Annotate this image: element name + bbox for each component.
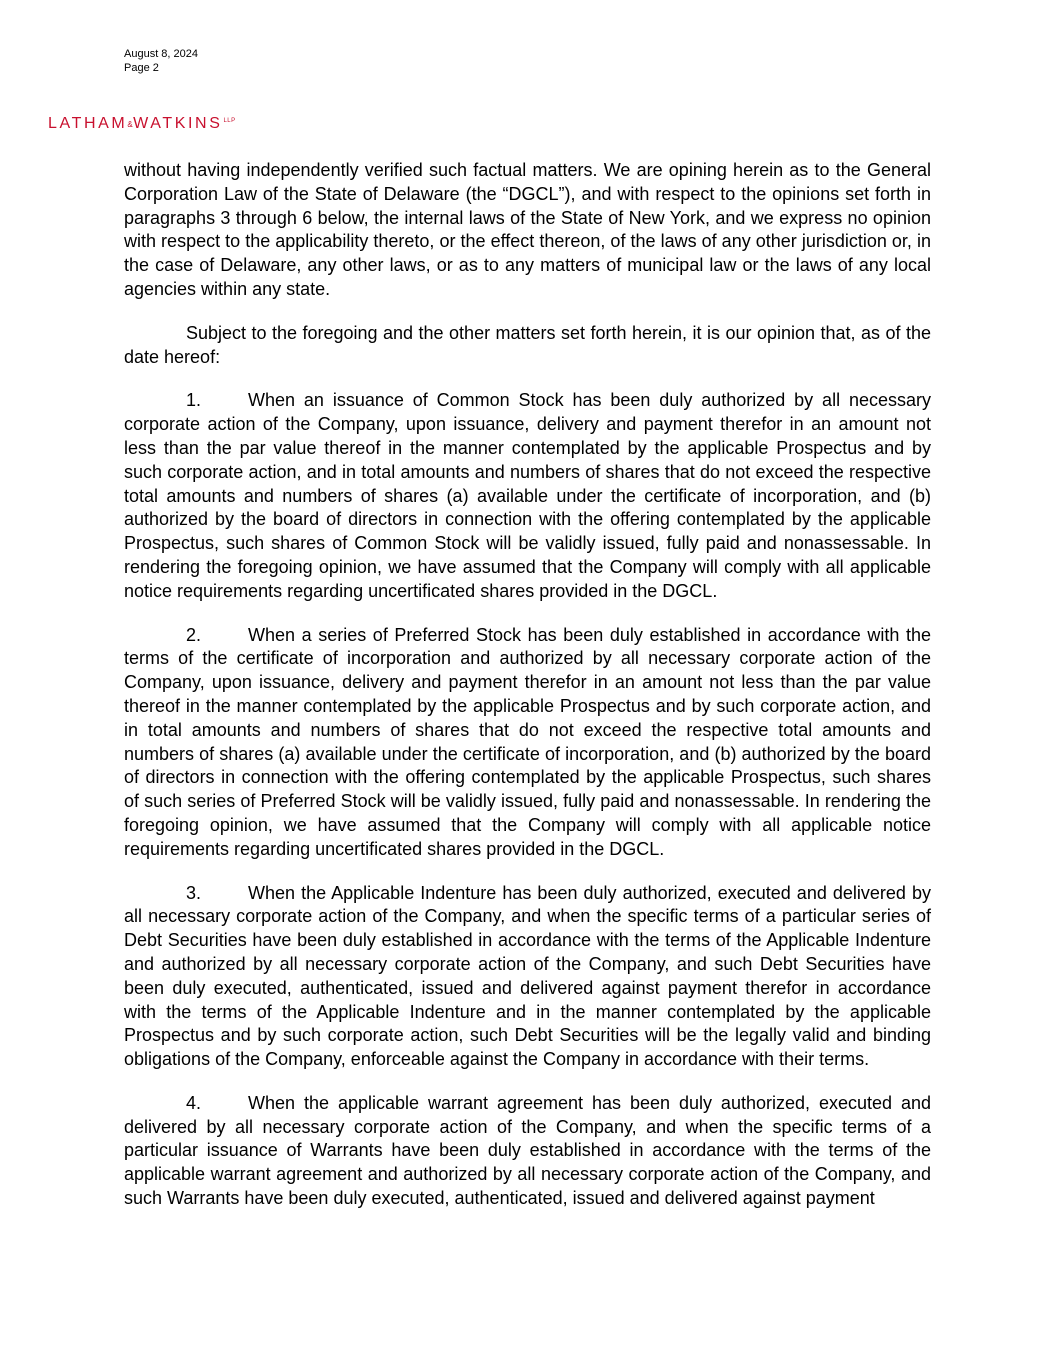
letter-body — [124, 159, 931, 1231]
opinion-item-2 — [124, 624, 931, 862]
item-number: 1. — [186, 390, 202, 411]
logo-name-part2: WATKINS — [133, 115, 223, 132]
logo-name-part1: LATHAM — [48, 115, 128, 132]
logo-ampersand: & — [127, 120, 134, 129]
firm-logo — [48, 111, 236, 135]
item-text: When a series of Preferred Stock has been duly established in accordance with the terms of the certificate of incorporation and authorized by all necessary corporate action of the Company, upon issuance, delivery and payment therefor in an amount not less than the par value thereof in the manner contemplated by the applicable Prospectus and by such corporate action, and in total amounts and numbers of shares that do not exceed the respective total amounts and numbers of shares (a) available under the certificate of incorporation, and (b) authorized by the board of directors in connection with the offering contemplated by the applicable Prospectus, such shares of such series of Preferred Stock will be validly issued, fully paid and nonassessable. In rendering the foregoing opinion, we have assumed that the Company will comply with all applicable notice requirements regarding uncertificated shares provided in the DGCL. — [124, 624, 931, 859]
item-number: 4. — [186, 1092, 202, 1113]
page-number: Page 2 — [124, 62, 159, 74]
page-header — [124, 47, 198, 75]
item-number: 2. — [186, 624, 202, 645]
opinion-item-3 — [124, 882, 931, 1072]
subject-paragraph: Subject to the foregoing and the other matters set forth herein, it is our opinion that, as of the date hereof: — [124, 322, 931, 367]
item-number: 3. — [186, 882, 202, 903]
opinion-item-4 — [124, 1092, 931, 1211]
logo-suffix: LLP — [223, 118, 236, 124]
item-text: When an issuance of Common Stock has been duly authorized by all necessary corporate action of the Company, upon issuance, delivery and payment therefor in an amount not less than the par value thereof in the manner contemplated by the applicable Prospectus and by such corporate action, and in total amounts and numbers of shares that do not exceed the respective total amounts and numbers of shares (a) available under the certificate of incorporation, and (b) authorized by the board of directors in connection with the offering contemplated by the applicable Prospectus, such shares of Common Stock will be validly issued, fully paid and nonassessable. In rendering the foregoing opinion, we have assumed that the Company will comply with all applicable notice requirements regarding uncertificated shares provided in the DGCL. — [124, 390, 931, 601]
item-text: When the Applicable Indenture has been duly authorized, executed and delivered by all necessary corporate action of the Company, and when the specific terms of a particular series of Debt Securities have been duly established in accordance with the terms of the Applicable Indenture and authorized by all necessary corporate action of the Company, and such Debt Securities have been duly executed, authenticated, issued and delivered against payment therefor in accordance with the terms of the Applicable Indenture and in the manner contemplated by the applicable Prospectus and by such corporate action, such Debt Securities will be the legally valid and binding obligations of the Company, enforceable against the Company in accordance with their terms. — [124, 882, 931, 1070]
item-text: When the applicable warrant agreement has been duly authorized, executed and delivered by all necessary corporate action of the Company, and when the specific terms of a particular issuance of Warrants have been duly established in accordance with the terms of the applicable warrant agreement and authorized by all necessary corporate action of the Company, and such Warrants have been duly executed, authenticated, issued and delivered against payment — [124, 1092, 931, 1209]
intro-paragraph: without having independently verified such factual matters. We are opining herein as to the General Corporation Law of the State of Delaware (the “DGCL”), and with respect to the opinions set forth in paragraphs 3 through 6 below, the internal laws of the State of New York, and we express no opinion with respect to the applicability thereto, or the effect thereon, of the laws of any other jurisdiction or, in the case of Delaware, any other laws, or as to any matters of municipal law or the laws of any local agencies within any state. — [124, 160, 931, 299]
letter-date: August 8, 2024 — [124, 48, 199, 60]
opinion-item-1 — [124, 389, 931, 603]
